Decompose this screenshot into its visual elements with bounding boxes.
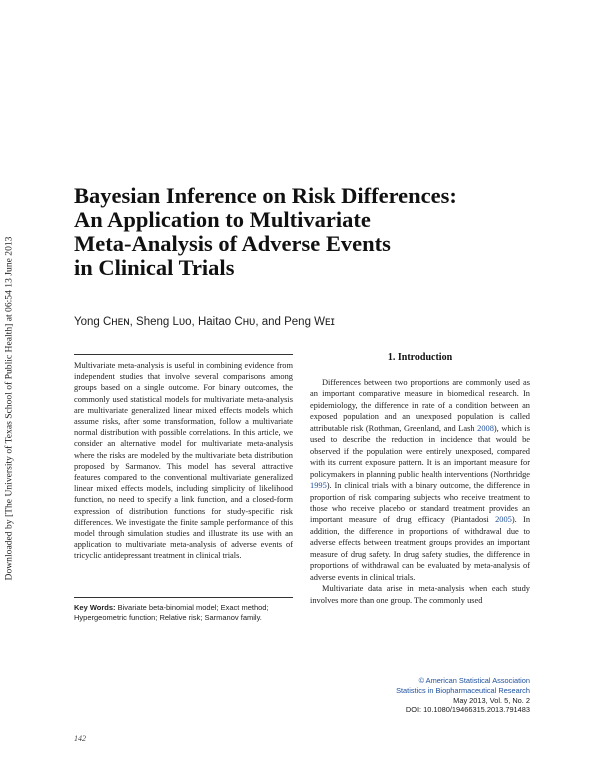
citation-link[interactable]: 2008 bbox=[477, 423, 494, 433]
copyright-link[interactable]: © American Statistical Association bbox=[418, 676, 530, 685]
text-run: ), which is used to describe the reduction in incidence that would be observed if the population were entirely unexposed, compared with its current exposure pattern. It is an important measure for policymakers in planning public health interventions (Northridge bbox=[310, 423, 530, 479]
doi: DOI: 10.1080/19466315.2013.791483 bbox=[405, 705, 530, 715]
title-line: in Clinical Trials bbox=[74, 255, 235, 280]
title-line: Meta-Analysis of Adverse Events bbox=[74, 231, 391, 256]
citation-link[interactable]: 2005 bbox=[495, 515, 512, 525]
download-watermark bbox=[2, 210, 16, 610]
journal-link[interactable]: Statistics in Biopharmaceutical Research bbox=[396, 685, 530, 695]
citation-link[interactable]: 1995 bbox=[310, 481, 327, 491]
abstract-bottom-rule bbox=[74, 597, 293, 598]
journal-info bbox=[396, 676, 530, 715]
section-heading: 1. Introduction bbox=[387, 352, 453, 363]
keywords-text: Bivariate beta-binomial model; Exact method; Hypergeometric function; Relative risk; Sarmanov family. bbox=[74, 603, 269, 622]
issue-info: May 2013, Vol. 5, No. 2 bbox=[453, 695, 530, 705]
keywords-label: Key Words: bbox=[74, 603, 116, 612]
author-list: Yong Cʜᴇɴ, Sheng Lᴜᴏ, Haitao Cʜᴜ, and Peng Wᴇɪ bbox=[74, 316, 335, 328]
text-run: ). In clinical trials with a binary outcome, the difference in proportion of risk comparing subjects who receive treatment to those who receive placebo or standard treatment provides an important measure of drug efficacy (Piantadosi bbox=[310, 481, 530, 525]
page-number: 142 bbox=[74, 734, 86, 743]
text-run: Differences between two proportions are commonly used as an important comparative measure in biomedical research. In epidemiology, the difference in rate of a condition between an exposed population and an unexposed population is called attributable risk (Rothman, Greenland, and Lash bbox=[310, 378, 530, 433]
download-note-text: Downloaded by [The University of Texas School of Public Health] at 06:54 13 June 2013 bbox=[3, 236, 15, 581]
title-line: An Application to Multivariate bbox=[74, 207, 371, 232]
abstract-top-rule bbox=[74, 354, 293, 355]
title-line: Bayesian Inference on Risk Differences: bbox=[74, 183, 457, 208]
article-title bbox=[74, 184, 544, 280]
introduction-body bbox=[310, 377, 530, 606]
paragraph bbox=[310, 377, 530, 583]
abstract: Multivariate meta-analysis is useful in combining evidence from independent studies that involve several comparisons among groups based on a single outcome. For binary outcomes, the commonly used statistical models for multivariate meta-analysis are multivariate generalized linear mixed effects models which assume risks, after some transformation, follow a multivariate normal distribution with possible correlations. In this article, we consider an alternative model for multivariate meta-analysis where the risks are modeled by the multivariate beta distribution proposed by Sarmanov. This model has several attractive features compared to the conventional multivariate generalized linear mixed effects models, including simplicity of likelihood function, no need to specify a link function, and a closed-form expression of distribution functions for study-specific risk differences. We investigate the finite sample performance of this model through simulation studies and illustrate its use with an application to multivariate meta-analysis of adverse events of tricyclic antidepressant treatment in clinical trials. bbox=[74, 361, 293, 561]
text-run: ). In addition, the difference in proportions of withdrawal due to adverse effects between treatment groups provides an important measure of drug safety. In drug safety studies, the difference in proportions of withdrawal can be evaluated by meta-analysis of adverse events in clinical trials. bbox=[310, 515, 531, 582]
paragraph: Multivariate data arise in meta-analysis when each study involves more than one group. The commonly used bbox=[310, 584, 530, 605]
keywords bbox=[74, 603, 293, 623]
